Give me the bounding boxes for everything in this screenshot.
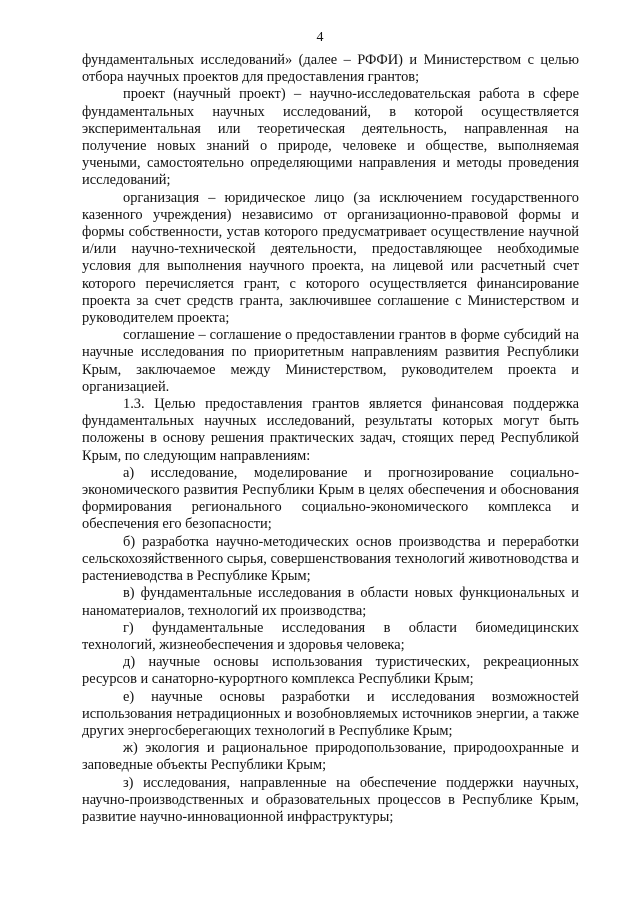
paragraph-rffi-continuation: фундаментальных исследований» (далее – РФФИ) и Министерством с целью отбора научных проектов для предоставления грантов; xyxy=(82,52,579,86)
document-body xyxy=(82,52,579,826)
list-item-e: е) научные основы разработки и исследования возможностей использования нетрадиционных и возобновляемых источников энергии, а также других энергосберегающих технологий в Республике Крым; xyxy=(82,688,579,739)
paragraph-organization-definition: организация – юридическое лицо (за исключением государственного казенного учреждения) независимо от организационно-правовой формы и формы собственности, устав которого предусматривает осуществление научной и/или научно-технической деятельности, предоставляющее необходимые условия для выполнения научного проекта, на лицевой или расчетный счет которого перечисляется грант, с которого осуществляется финансирование проекта за счет средств гранта, заключившее соглашение с Министерством и руководителем проекта; xyxy=(82,189,579,327)
list-item-v: в) фундаментальные исследования в области новых функциональных и наноматериалов, технологий их производства; xyxy=(82,585,579,619)
list-item-zh: ж) экология и рациональное природопользование, природоохранные и заповедные объекты Республики Крым; xyxy=(82,740,579,774)
list-item-b: б) разработка научно-методических основ производства и переработки сельскохозяйственного сырья, совершенствования технологий животноводства и растениеводства в Республике Крым; xyxy=(82,533,579,585)
paragraph-agreement-definition: соглашение – соглашение о предоставлении грантов в форме субсидий на научные исследования по приоритетным направлениям развития Республики Крым, заключаемое между Министерством, руководителем проекта и организацией. xyxy=(82,327,579,395)
list-item-a: а) исследование, моделирование и прогнозирование социально-экономического развития Республики Крым в целях обеспечения и обоснования формирования регионального социально-экономического комплекса и обеспечения его безопасности; xyxy=(82,464,579,533)
paragraph-project-definition: проект (научный проект) – научно-исследовательская работа в сфере фундаментальных научных исследований, в которой осуществляется экспериментальная или теоретическая деятельность, направленная на получение новых знаний о природе, человеке и обществе, выполняемая учеными, самостоятельно определяющими направления и методы проведения исследований; xyxy=(82,86,579,189)
list-item-g: г) фундаментальные исследования в области биомедицинских технологий, жизнеобеспечения и здоровья человека; xyxy=(82,619,579,653)
paragraph-section-1-3: 1.3. Целью предоставления грантов является финансовая поддержка фундаментальных научных исследований, результаты которых могут быть положены в основу решения практических задач, стоящих перед Республикой Крым, по следующим направлениям: xyxy=(82,396,579,464)
list-item-z: з) исследования, направленные на обеспечение поддержки научных, научно-производственных и образовательных процессов в Республике Крым, развитие научно-инновационной инфраструктуры; xyxy=(82,774,579,825)
list-item-d: д) научные основы использования туристических, рекреационных ресурсов и санаторно-курортного комплекса Республики Крым; xyxy=(82,654,579,688)
page-number: 4 xyxy=(316,30,324,45)
